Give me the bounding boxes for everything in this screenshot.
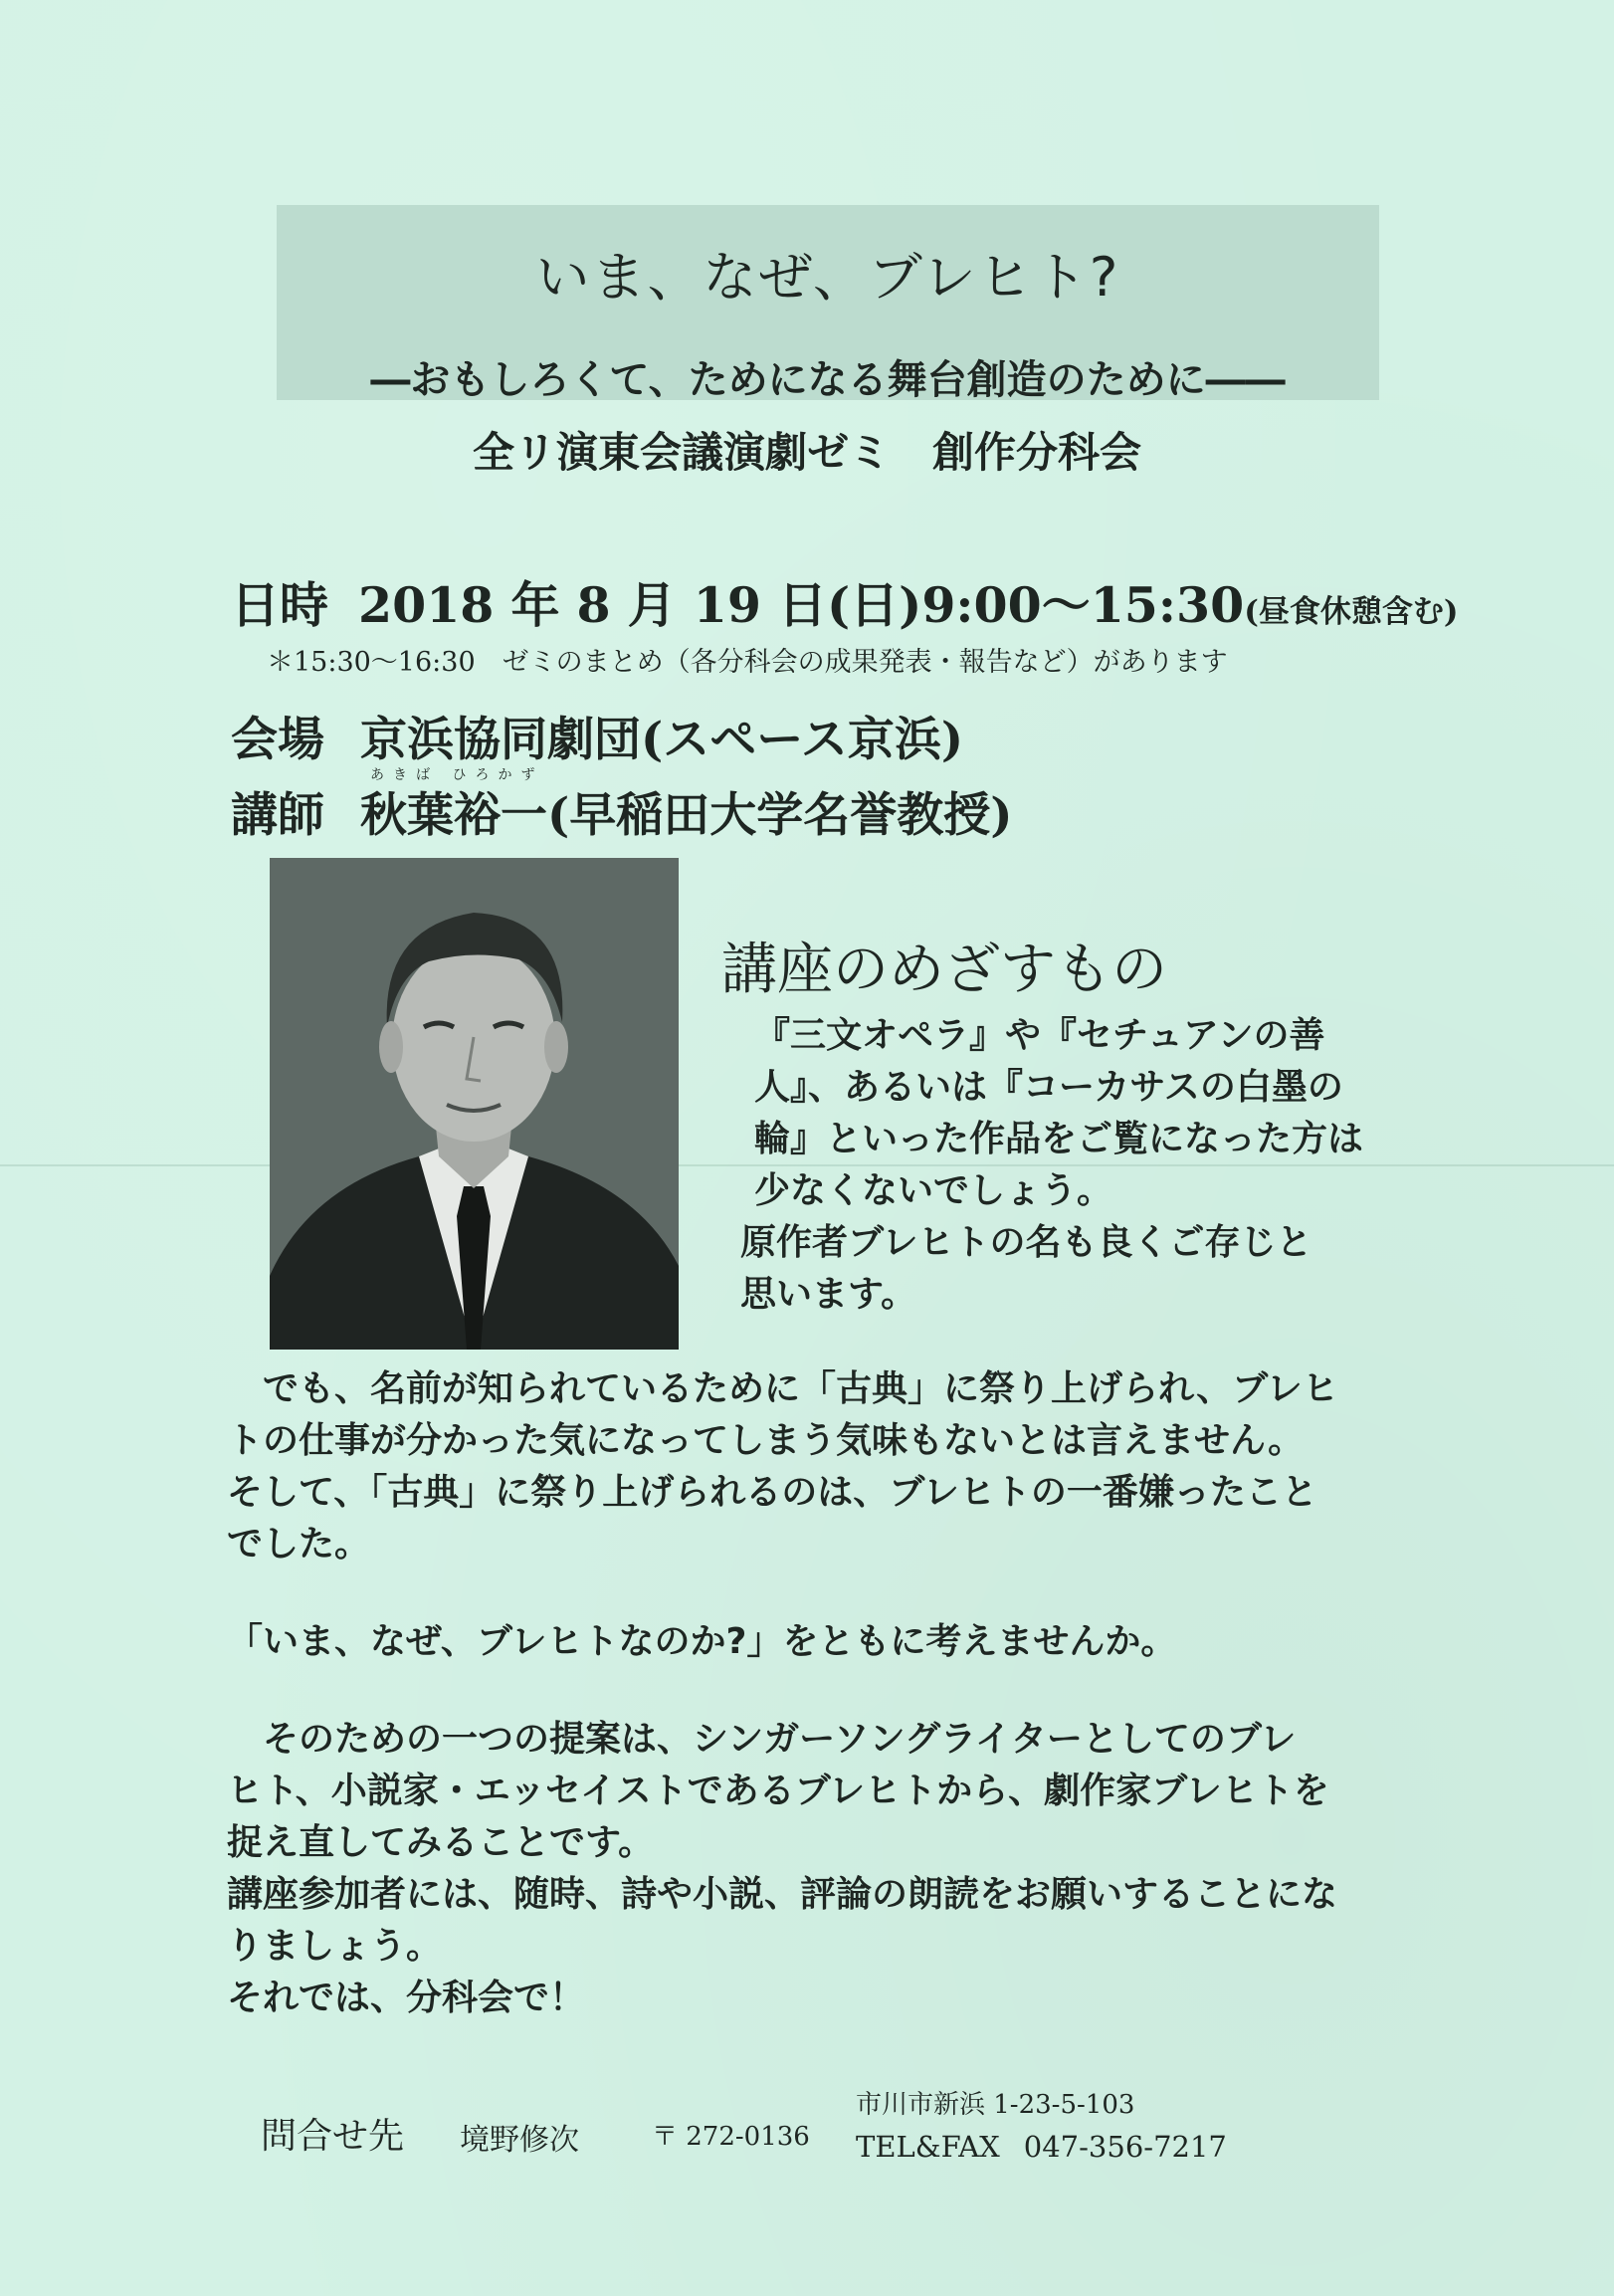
venue-line	[231, 703, 963, 769]
body-paragraph-1	[227, 1363, 1421, 1570]
body-line: でした。	[227, 1524, 371, 1565]
aim-line: 人』、あるいは『コーカサスの白墨の	[754, 1067, 1343, 1108]
body-line: そして、「古典」に祭り上げられるのは、ブレヒトの一番嫌ったこと	[227, 1472, 1317, 1513]
organizer-line: 全リ演東会議演劇ゼミ 創作分科会	[472, 428, 1141, 477]
body-line: 捉え直してみることです。	[227, 1822, 655, 1863]
flyer-title: いま、なぜ、ブレヒト?	[535, 246, 1120, 309]
lecturer-label: 講師	[231, 788, 324, 843]
body-paragraph-2	[227, 1616, 1421, 1668]
schedule-line	[231, 567, 1459, 637]
body-line: りましょう。	[227, 1926, 443, 1967]
lecturer-value: 秋葉裕一(早稲田大学名誉教授)	[360, 788, 1013, 843]
schedule-datetime: 2018 年 8 月 19 日(日)9:00～15:30	[358, 576, 1245, 634]
body-line: そのための一つの提案は、シンガーソングライターとしてのブレ	[227, 1719, 1297, 1760]
aim-line: 原作者ブレヒトの名も良くご存じと	[740, 1222, 1312, 1263]
contact-postal-code: 〒 272-0136	[652, 2122, 810, 2152]
body-line: トの仕事が分かった気になってしまう気味もないとは言えません。	[227, 1420, 1305, 1461]
aim-line: 思います。	[740, 1274, 917, 1315]
portrait-photo	[270, 858, 679, 1350]
aim-text	[740, 1010, 1411, 1321]
venue-label: 会場	[231, 713, 324, 767]
aim-heading: 講座のめざすもの	[721, 938, 1167, 1002]
body-line: 講座参加者には、随時、詩や小説、評論の朗読をお願いすることにな	[227, 1874, 1338, 1915]
contact-address: 市川市新浜 1-23-5-103	[856, 2090, 1135, 2120]
body-line: 「いま、なぜ、ブレヒトなのか?」をともに考えませんか。	[227, 1621, 1177, 1662]
schedule-note: ＊15:30～16:30 ゼミのまとめ（各分科会の成果発表・報告など）があります	[267, 647, 1228, 678]
body-line: それでは、分科会で！	[227, 1978, 586, 2018]
body-line: ヒト、小説家・エッセイストであるブレヒトから、劇作家ブレヒトを	[227, 1771, 1329, 1811]
aim-line: 少なくないでしょう。	[754, 1170, 1113, 1211]
flyer-subtitle: ―おもしろくて、ためになる舞台創造のために――	[370, 357, 1286, 403]
schedule-label: 日時	[231, 576, 329, 634]
aim-line: 輪』といった作品をご覧になった方は	[754, 1119, 1364, 1159]
lecturer-reading: あきば ひろかず	[370, 767, 544, 783]
contact-name: 境野修次	[460, 2123, 579, 2158]
venue-value: 京浜協同劇団(スペース京浜)	[360, 713, 964, 767]
body-paragraph-3	[227, 1714, 1421, 2024]
contact-tel-number: 047-356-7217	[1023, 2130, 1227, 2164]
aim-line: 『三文オペラ』や『セチュアンの善	[754, 1015, 1325, 1056]
contact-tel-line	[856, 2130, 1227, 2164]
portrait-icon	[270, 858, 679, 1350]
body-line: でも、名前が知られているために「古典」に祭り上げられ、ブレヒ	[227, 1368, 1338, 1409]
contact-tel-label: TEL&FAX	[856, 2130, 1000, 2164]
lecturer-line	[231, 778, 1012, 845]
contact-label: 問合せ先	[261, 2116, 405, 2157]
schedule-datetime-note: (昼食休憩含む)	[1244, 594, 1459, 630]
